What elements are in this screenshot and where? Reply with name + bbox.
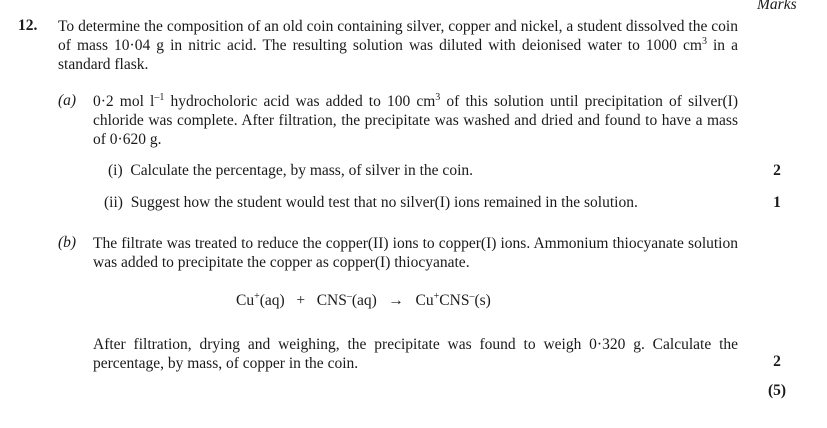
sub-question-ii: (ii) Suggest how the student would test that no silver(I) ions remained in the solution. xyxy=(104,194,638,211)
part-b-text: The filtrate was treated to reduce the copper(II) ions to copper(I) ions. Ammonium thiocyanate solution was added to precipitate the copper as copper(I) thiocyanate. xyxy=(93,235,738,271)
mark-part-b: 2 xyxy=(773,353,781,370)
part-a-label: (a) xyxy=(58,92,77,109)
part-b-label: (b) xyxy=(58,234,77,251)
question-intro: To determine the composition of an old coin containing silver, copper and nickel, a student dissolved the coin of mass 10·04 g in nitric acid. The resulting solution was diluted with deionised water to 1000 $cm^3$ in a standard flask. xyxy=(58,18,739,73)
question-number: 12. xyxy=(18,17,38,34)
chemical-equation: Cu+(aq) + CNS–(aq) → Cu+CNS–(s) xyxy=(236,291,491,309)
mark-sub-i: 2 xyxy=(773,162,781,179)
part-a-text: 0·2 mol $l^{-1}$ hydrocholoric acid was added to 100 $cm^3$ of this solution until precipitation of silver(I) chloride was complete. After filtration, the precipitate was washed and dried and found to have a mass of 0·620 g. xyxy=(93,92,738,148)
mark-sub-ii: 1 xyxy=(773,194,781,211)
part-b-question: After filtration, drying and weighing, the precipitate was found to weigh 0·320 g. Calculate the percentage, by mass, of copper in the coin. xyxy=(93,336,738,372)
sub-question-i: (i) Calculate the percentage, by mass, of silver in the coin. xyxy=(108,162,473,179)
total-marks: (5) xyxy=(767,382,787,399)
marks-header: Marks xyxy=(757,0,797,13)
reaction-arrow: → xyxy=(388,292,404,309)
